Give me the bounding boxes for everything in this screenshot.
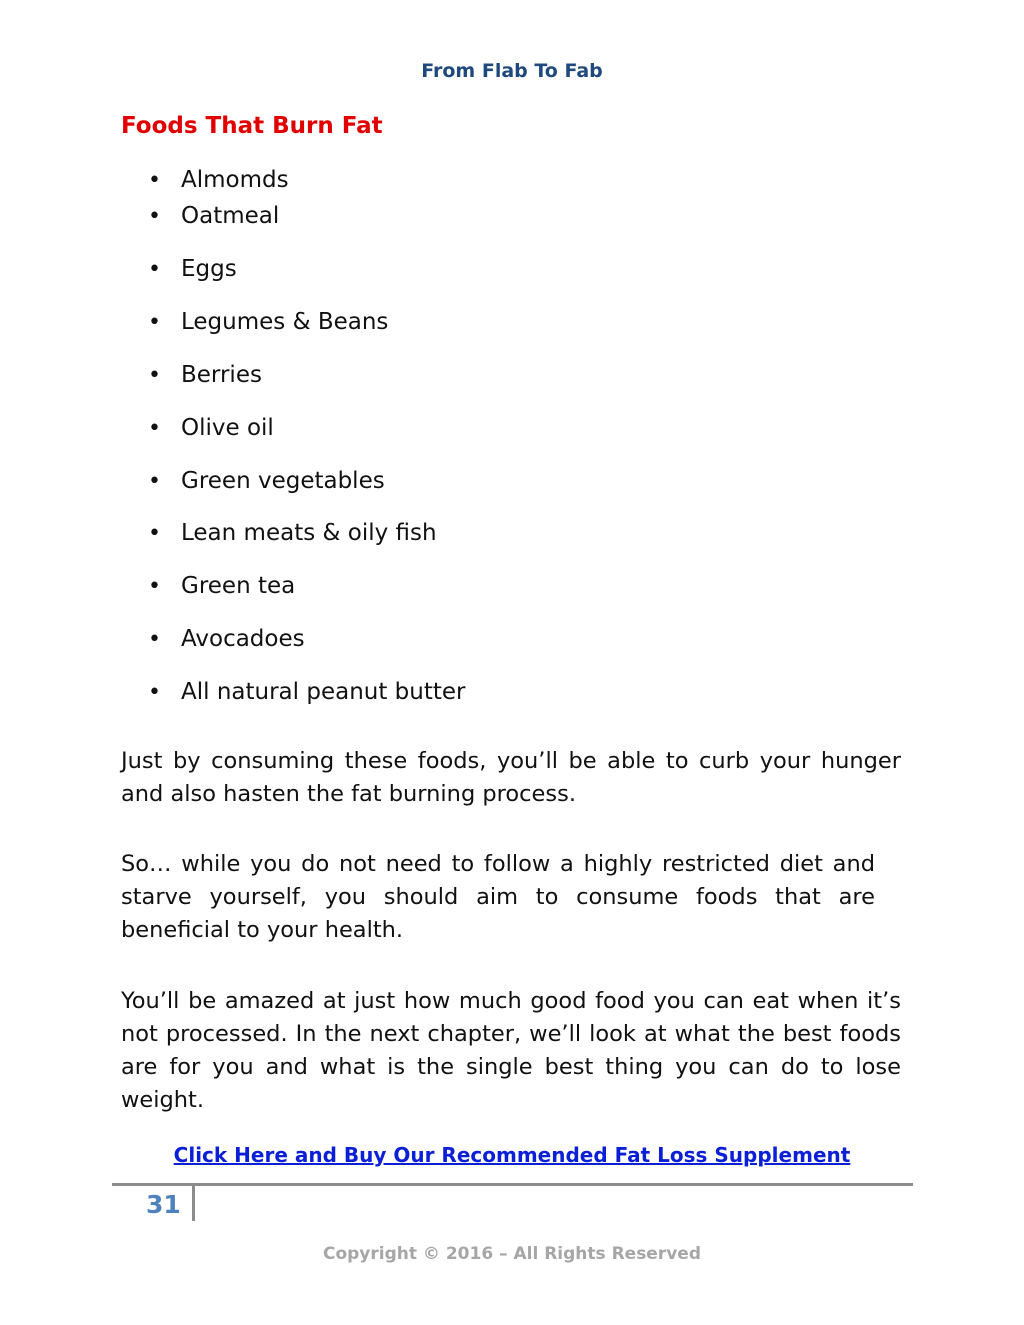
footer-divider: [112, 1183, 913, 1186]
copyright-notice: Copyright © 2016 – All Rights Reserved: [322, 1244, 702, 1264]
list-item-label: Berries: [181, 362, 262, 388]
bullet-icon: •: [148, 574, 161, 599]
list-item-label: Green tea: [181, 573, 296, 599]
body-paragraph: You’ll be amazed at just how much good food you can eat when it’s not processed. In the next chapter, we’ll look at what the best foods are for you and what is the single best thing you can do to lose weight.: [121, 988, 901, 1113]
bullet-icon: •: [148, 310, 161, 335]
list-item: [148, 166, 289, 195]
list-item: [148, 202, 279, 231]
list-item: [148, 572, 295, 601]
list-item-label: Green vegetables: [181, 468, 385, 494]
list-item-label: Avocadoes: [181, 626, 305, 652]
bullet-icon: •: [148, 521, 161, 546]
page-number-divider: [192, 1186, 195, 1221]
bullet-icon: •: [148, 204, 161, 229]
list-item-label: Legumes & Beans: [181, 309, 389, 335]
list-item: [148, 519, 437, 548]
list-item-label: All natural peanut butter: [181, 679, 466, 705]
list-item-label: Almomds: [181, 167, 289, 193]
bullet-icon: •: [148, 363, 161, 388]
list-item: [148, 467, 385, 496]
bullet-icon: •: [148, 680, 161, 705]
list-item: [148, 255, 237, 284]
list-item: [148, 678, 466, 707]
list-item-label: Olive oil: [181, 415, 274, 441]
bullet-icon: •: [148, 416, 161, 441]
bullet-icon: •: [148, 469, 161, 494]
bullet-icon: •: [148, 257, 161, 282]
bullet-icon: •: [148, 168, 161, 193]
list-item-label: Eggs: [181, 256, 237, 282]
body-paragraph: So… while you do not need to follow a highly restricted diet and starve yourself, you should aim to consume foods that are beneficial to your health.: [121, 851, 875, 943]
bullet-icon: •: [148, 627, 161, 652]
list-item: [148, 625, 305, 654]
list-item: [148, 414, 274, 443]
page-number: 31: [146, 1190, 181, 1219]
section-heading: Foods That Burn Fat: [121, 113, 383, 139]
list-item: [148, 308, 388, 337]
buy-supplement-link[interactable]: Click Here and Buy Our Recommended Fat Loss Supplement: [173, 1143, 851, 1167]
document-header-title: From Flab To Fab: [421, 60, 603, 82]
list-item-label: Lean meats & oily fish: [181, 520, 437, 546]
list-item: [148, 361, 262, 390]
list-item-label: Oatmeal: [181, 203, 280, 229]
body-paragraph: Just by consuming these foods, you’ll be able to curb your hunger and also hasten the fat burning process.: [121, 748, 901, 807]
